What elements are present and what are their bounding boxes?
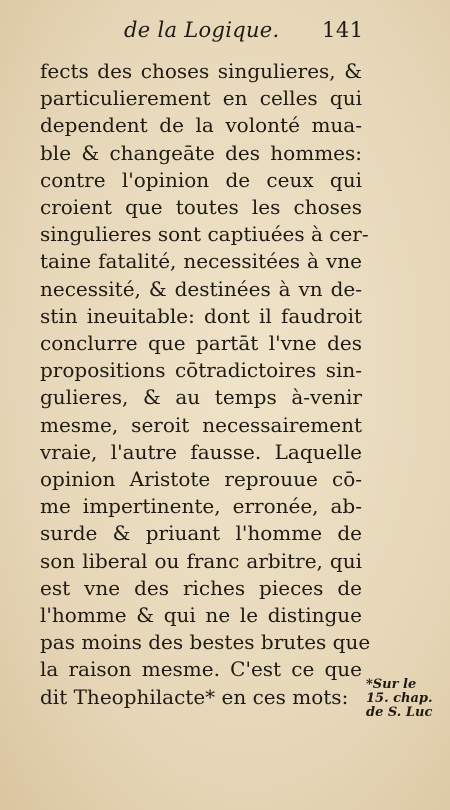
text-line: conclurre que partāt l'vne des	[40, 331, 362, 356]
text-line: l'homme & qui ne le distingue	[40, 603, 362, 628]
text-line: est vne des riches pieces de	[40, 575, 362, 600]
text-line: fects des choses singulieres, &	[40, 59, 362, 83]
margin-note-line: *Sur le	[366, 677, 417, 692]
text-line: particulierement en celles qui	[40, 86, 362, 111]
text-line: dependent de la volonté mua-	[40, 113, 362, 138]
text-line: son liberal ou franc arbitre, qui	[40, 548, 362, 573]
text-line: vraie, l'autre fausse. Laquelle	[40, 439, 362, 464]
running-title: de la Logique.	[124, 18, 280, 42]
text-line: surde & priuant l'homme de	[40, 521, 362, 546]
body-text	[40, 58, 371, 711]
page-number: 141	[322, 18, 364, 42]
margin-note-line: de S. Luc	[366, 705, 433, 720]
margin-note-line: 15. chap.	[366, 691, 433, 706]
text-line: ble & changeāte des hommes:	[40, 140, 362, 165]
text-line: stin ineuitable: dont il faudroit	[40, 303, 362, 328]
text-line: contre l'opinion de ceux qui	[40, 167, 362, 192]
text-line: mesme, seroit necessairement	[40, 412, 362, 437]
text-line: croient que toutes les choses	[40, 195, 362, 220]
text-line: singulieres sont captiuées à cer-	[40, 222, 369, 247]
text-line: pas moins des bestes brutes que	[40, 630, 371, 655]
text-line: la raison mesme. C'est ce que	[40, 657, 362, 682]
text-line: taine fatalité, necessitées à vne	[40, 249, 362, 274]
text-line: dit Theophilacte* en ces mots:	[40, 684, 349, 709]
margin-note	[366, 678, 444, 720]
text-line: gulieres, & au temps à-venir	[40, 385, 362, 410]
text-line: necessité, & destinées à vn de-	[40, 276, 362, 301]
text-line: propositions cōtradictoires sin-	[40, 358, 362, 383]
text-line: me impertinente, erronée, ab-	[40, 494, 362, 519]
text-line: opinion Aristote reprouue cō-	[40, 467, 362, 492]
